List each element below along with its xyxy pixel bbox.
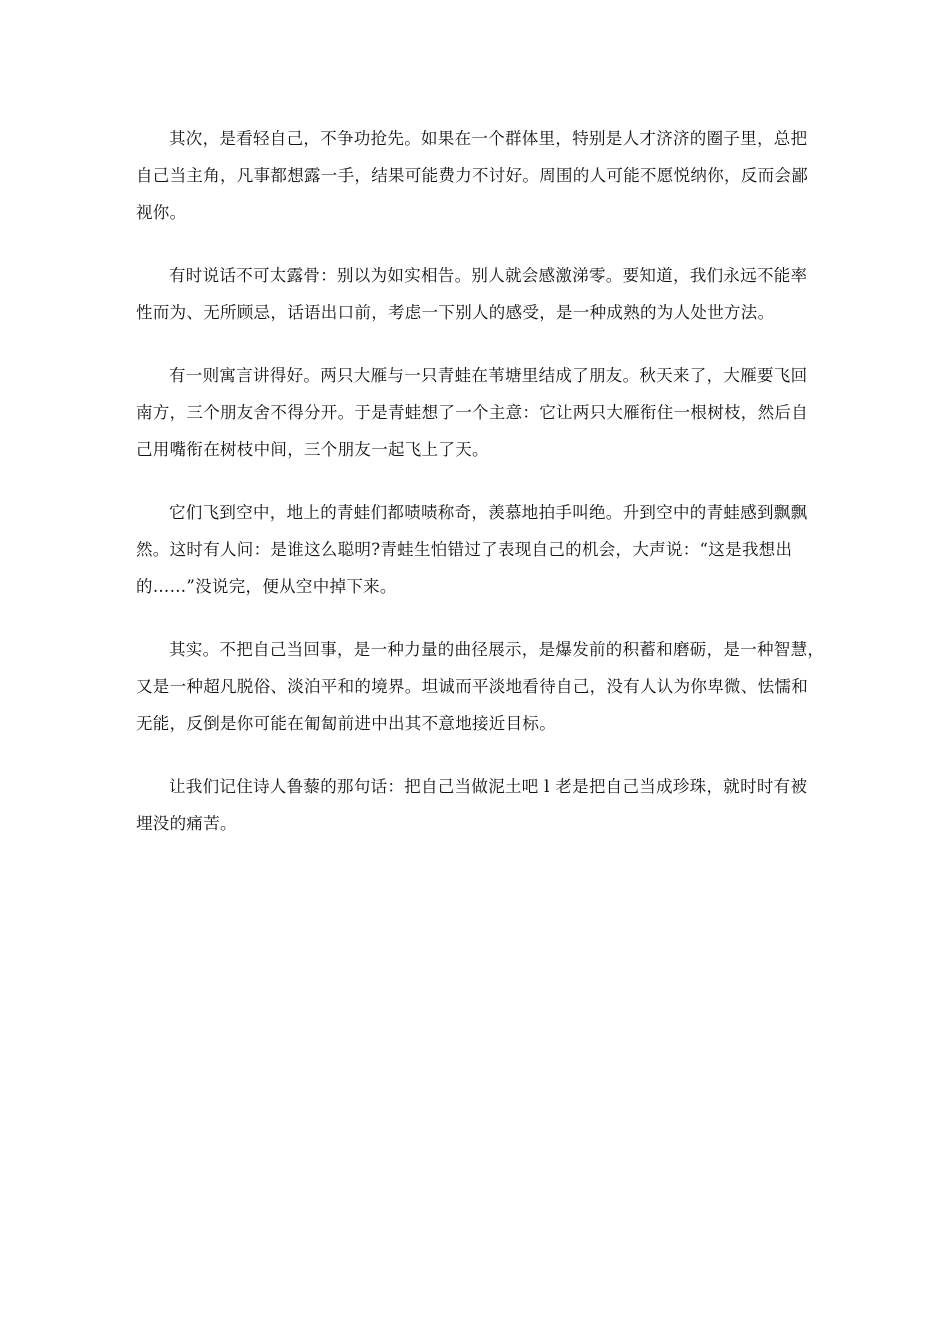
text-line: 有一则寓言讲得好。两只大雁与一只青蛙在苇塘里结成了朋友。秋天来了，大雁要飞回	[169, 366, 808, 385]
text-line: 有时说话不可太露骨：别以为如实相告。别人就会感激涕零。要知道，我们永远不能率	[169, 266, 808, 285]
text-line: 视你。	[136, 203, 187, 222]
text-line: 其实。不把自己当回事，是一种力量的曲径展示，是爆发前的积蓄和磨砺，是一种智慧，	[169, 640, 825, 659]
text-line: 性而为、无所顾忌，话语出口前，考虑一下别人的感受，是一种成熟的为人处世方法。	[136, 303, 775, 322]
text-line: 己用嘴衔在树枝中间，三个朋友一起飞上了天。	[136, 440, 489, 459]
text-line: 的……”没说完，便从空中掉下来。	[136, 577, 397, 596]
text-line: 南方，三个朋友舍不得分开。于是青蛙想了一个主意：它让两只大雁衔住一根树枝，然后自	[136, 403, 808, 422]
paragraph-1	[136, 120, 826, 231]
text-line: 它们飞到空中，地上的青蛙们都啧啧称奇，羡慕地拍手叫绝。升到空中的青蛙感到飘飘	[169, 503, 808, 522]
text-line: 埋没的痛苦。	[136, 814, 237, 833]
document-body	[136, 120, 826, 868]
text-line: 让我们记住诗人鲁藜的那句话：把自己当做泥土吧 l 老是把自己当成珍珠，就时时有被	[169, 777, 808, 796]
paragraph-4	[136, 494, 826, 605]
text-line: 自己当主角，凡事都想露一手，结果可能费力不讨好。周围的人可能不愿悦纳你，反而会鄙	[136, 166, 808, 185]
paragraph-5	[136, 631, 826, 742]
paragraph-2	[136, 257, 826, 331]
text-line: 又是一种超凡脱俗、淡泊平和的境界。坦诚而平淡地看待自己，没有人认为你卑微、怯懦和	[136, 677, 808, 696]
text-line: 其次，是看轻自己，不争功抢先。如果在一个群体里，特别是人才济济的圈子里，总把	[169, 129, 808, 148]
paragraph-6	[136, 768, 826, 842]
paragraph-3	[136, 357, 826, 468]
text-line: 无能，反倒是你可能在匍匐前进中出其不意地接近目标。	[136, 714, 556, 733]
text-line: 然。这时有人问：是谁这么聪明?青蛙生怕错过了表现自己的机会，大声说：“这是我想出	[136, 540, 793, 559]
